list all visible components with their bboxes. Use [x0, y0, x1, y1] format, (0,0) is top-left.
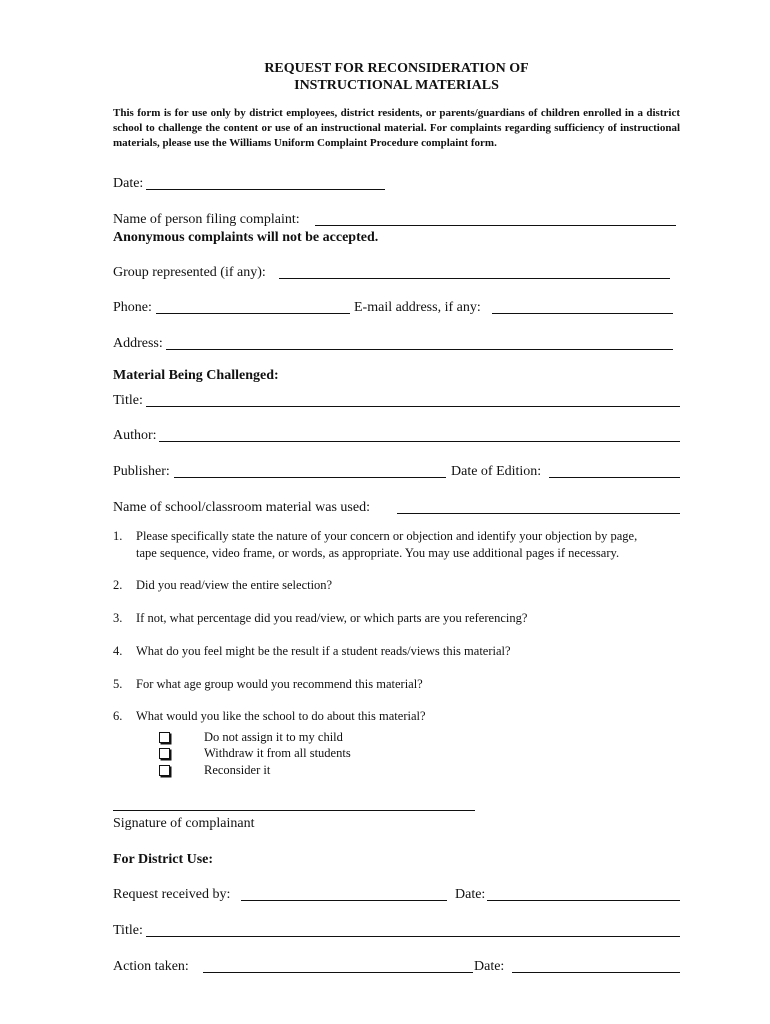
question-text: For what age group would you recommend this material?: [136, 677, 423, 691]
edition-date-label: Date of Edition:: [451, 464, 542, 479]
question-number: 4.: [113, 644, 123, 658]
name-field-line[interactable]: [315, 225, 676, 226]
phone-label: Phone:: [113, 300, 152, 315]
district-title-label: Title:: [113, 923, 143, 938]
address-label: Address:: [113, 336, 163, 351]
action-taken-field-line[interactable]: [203, 972, 473, 973]
question-1: [113, 528, 637, 544]
date-label: Date:: [113, 176, 144, 191]
option-checkbox-withdraw[interactable]: [159, 748, 170, 759]
school-label: Name of school/classroom material was used:: [113, 500, 370, 515]
received-by-label: Request received by:: [113, 887, 231, 902]
date-field-line[interactable]: [146, 189, 385, 190]
question-4: [113, 643, 511, 659]
group-label: Group represented (if any):: [113, 265, 266, 280]
publisher-field-line[interactable]: [174, 477, 446, 478]
intro-paragraph: This form is for use only by district employees, district residents, or parents/guardians of children enrolled in a district school to challenge the content or use of an instructional material. For complaints regarding sufficiency of instructional materials, please use the Williams Uniform Complaint Procedure complaint form.: [113, 107, 680, 149]
material-heading: Material Being Challenged:: [113, 368, 279, 383]
received-date-field-line[interactable]: [487, 900, 680, 901]
author-label: Author:: [113, 428, 157, 443]
edition-date-field-line[interactable]: [549, 477, 680, 478]
question-text: What would you like the school to do about this material?: [136, 709, 426, 723]
name-label: Name of person filing complaint:: [113, 212, 300, 227]
question-number: 3.: [113, 611, 123, 625]
group-field-line[interactable]: [279, 278, 670, 279]
email-label: E-mail address, if any:: [354, 300, 481, 315]
question-2: [113, 577, 332, 593]
question-number: 5.: [113, 677, 123, 691]
title-field-line[interactable]: [146, 406, 680, 407]
question-number: 2.: [113, 578, 123, 592]
action-date-field-line[interactable]: [512, 972, 680, 973]
anonymous-note: Anonymous complaints will not be accepted.: [113, 230, 379, 245]
received-date-label: Date:: [455, 887, 486, 902]
signature-label: Signature of complainant: [113, 816, 255, 831]
question-5: [113, 676, 423, 692]
question-1-continued: [113, 545, 619, 561]
title-label: Title:: [113, 393, 143, 408]
publisher-label: Publisher:: [113, 464, 170, 479]
district-use-heading: For District Use:: [113, 852, 214, 867]
question-number: 1.: [113, 529, 123, 543]
option-label-withdraw: Withdraw it from all students: [204, 746, 351, 760]
received-by-field-line[interactable]: [241, 900, 447, 901]
school-field-line[interactable]: [397, 513, 680, 514]
action-taken-label: Action taken:: [113, 959, 189, 974]
signature-line[interactable]: [113, 810, 475, 811]
question-number: 6.: [113, 709, 123, 723]
question-text: If not, what percentage did you read/view, or which parts are you referencing?: [136, 611, 528, 625]
question-6: [113, 708, 426, 724]
form-title-line1: REQUEST FOR RECONSIDERATION OF: [264, 61, 529, 76]
form-title-line2: INSTRUCTIONAL MATERIALS: [294, 78, 499, 93]
address-field-line[interactable]: [166, 349, 673, 350]
question-text: What do you feel might be the result if a student reads/views this material?: [136, 644, 511, 658]
question-text: Please specifically state the nature of your concern or objection and identify your objection by page,: [136, 529, 638, 543]
author-field-line[interactable]: [159, 441, 680, 442]
question-3: [113, 610, 527, 626]
option-label-reconsider: Reconsider it: [204, 763, 271, 777]
email-field-line[interactable]: [492, 313, 673, 314]
question-text: Did you read/view the entire selection?: [136, 578, 333, 592]
option-checkbox-do-not-assign[interactable]: [159, 732, 170, 743]
phone-field-line[interactable]: [156, 313, 350, 314]
option-label-do-not-assign: Do not assign it to my child: [204, 730, 343, 744]
action-date-label: Date:: [474, 959, 505, 974]
question-text: tape sequence, video frame, or words, as appropriate. You may use additional pages if necessary.: [136, 546, 620, 560]
district-title-field-line[interactable]: [146, 936, 680, 937]
option-checkbox-reconsider[interactable]: [159, 765, 170, 776]
